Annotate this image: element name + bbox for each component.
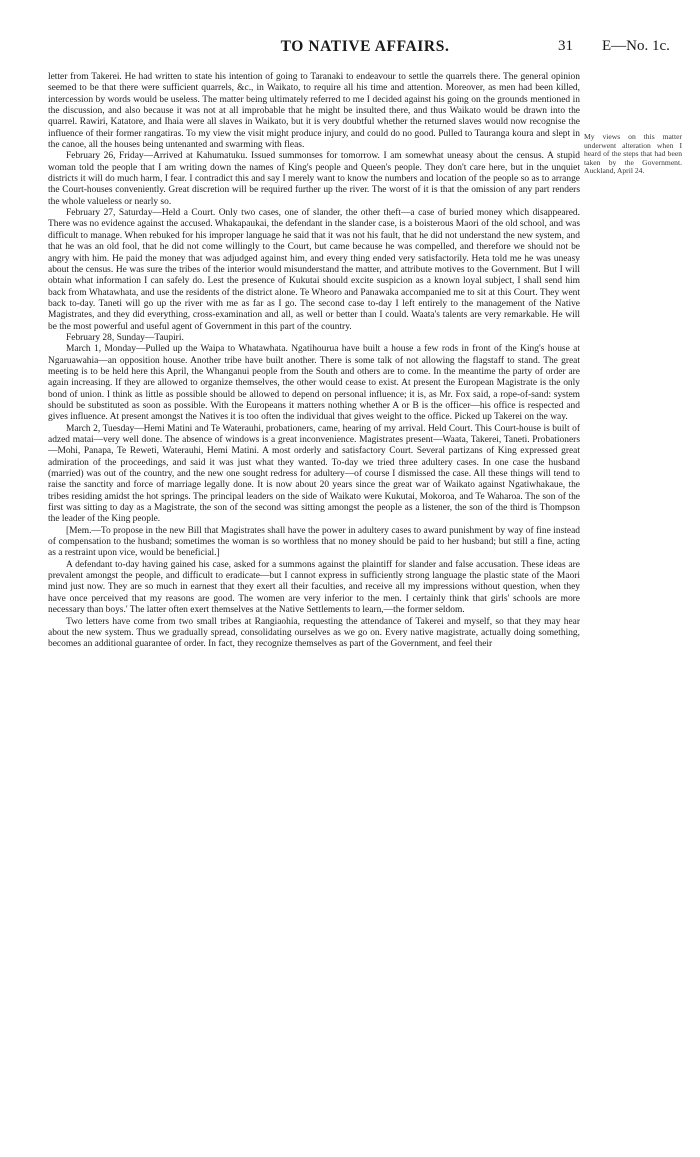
document-body [48,72,580,651]
page-number: 31 [558,38,573,54]
paragraph: March 2, Tuesday—Hemi Matini and Te Waterauhi, probationers, came, hearing of my arrival. Held Court. This Court-house is built of adzed matai—very well done. The absence of windows is a great inconvenience. Magistrates present—Waata, Takerei, Taneti. Probationers—Mohi, Panapa, Te Reweti, Waterauhi, Hemi Matini. A most orderly and satisfactory Court. Several partizans of King expressed great admiration of the proceedings, and said it was just what they wanted. To-day we tried three adultery cases. In one case the husband (married) was out of the country, and the new one sought redress for adultery—of course I dismissed the case. All these things will tend to raise the sanctity and force of marriage legally done. It is now about 20 years since the great war of Waikato against Ngatiwhakaue, the tribes residing amidst the hot springs. The principal leaders on the side of Waikato were Kukutai, Mokoroa, and Te Waharoa. The son of the first was sitting to day as a Magistrate, the son of the second was sitting amongst the people as a listener, the son of the third is Thompson the leader of the King people. [48,423,580,525]
paragraph: Two letters have come from two small tribes at Rangiaohia, requesting the attendance of Takerei and myself, so that they may hear about the new system. Thus we gradually spread, consolidating ourselves as we go on. Every native magistrate, actually doing something, becomes an additional guarantee of order. In fact, they recognize themselves as part of the Government, and feel their [48,616,580,650]
margin-note: My views on this matter underwent alteration when I heard of the steps that had been taken by the Government. Auckland, April 24. [584,132,682,176]
paragraph: February 28, Sunday—Taupiri. [66,332,184,343]
paragraph: February 26, Friday—Arrived at Kahumatuku. Issued summonses for tomorrow. I am somewhat uneasy about the census. A stupid woman told the people that I am writing down the names of King's people and Queen's people. They don't care here, but in the unquiet districts it will do much harm, I fear. I contradict this and say I merely want to know the numbers and location of the people so as to arrange the Court-houses conveniently. Great discretion will be required further up the river. The worst of it is that the omission of any part renders the whole valueless or nearly so. [48,151,580,207]
page-header [50,38,680,60]
paragraph: letter from Takerei. He had written to state his intention of going to Taranaki to endeavour to settle the quarrels there. The general opinion seemed to be that there were sufficient quarrels, &c., in Waikato, to require all his time and attention. Moreover, as men had been killed, intercession by words would be useless. The matter being ultimately referred to me I decided against his going on the grounds mentioned in the discussion, and also because it was not at all improbable that he might be insulted there, and thus Waikato would be drawn into the quarrel. Rawiri, Katatore, and Ihaia were all slaves in Waikato, but it is very doubtful whether the returned slaves would now recognise the influence of their former rangatiras. To my view the visit might produce injury, and could do no good. Pulled to Tauranga koura and slept in the canoe, all the houses being untenanted and swarming with fleas. [48,72,580,151]
page-title: TO NATIVE AFFAIRS. [280,38,450,55]
paragraph: February 27, Saturday—Held a Court. Only two cases, one of slander, the other theft—a case of buried money which disappeared. There was no evidence against the accused. Whakapaukai, the defendant in the slander case, is a boisterous Maori of the old school, and was difficult to manage. When rebuked for his improper language he said that it was not his fault, that he did not understand the new system, and that he was an old fool, that he did not come willingly to the Court, but came because he was compelled, and therefore we should not be angry with him. He paid the money that was adjudged against him, and every thing ended very satisfactorily. Heta told me he was uneasy about the census. He was sure the tribes of the interior would misunderstand the matter, and attribute motives to the Government. But I will obtain what information I can safely do. Lest the presence of Kukutai should excite suspicion as a known loyal subject, I shall send him back from Whatawhata, and use the residents of the district alone. Te Wheoro and Panawaka accompanied me to sit at this Court. They went back to-day. Taneti will go up the river with me as far as I go. The second case to-day I left entirely to the management of the Native Magistrates, and they did everything, cross-examination and all, as well or better than I could. Waata's talents are very remarkable. He will be the most powerful and useful agent of Government in this part of the country. [48,208,580,332]
paragraph: [Mem.—To propose in the new Bill that Magistrates shall have the power in adultery cases to award punishment by way of fine instead of compensation to the husband; sometimes the woman is so worthless that no money should be paid to her husband; but still a fine, acting as a restraint upon vice, would be beneficial.] [48,525,580,559]
document-reference: E—No. 1c. [602,38,670,54]
paragraph: A defendant to-day having gained his case, asked for a summons against the plaintiff for slander and false accusation. These ideas are prevalent amongst the people, and difficult to eradicate—but I cannot express in sufficiently strong language the plastic state of the Maori mind just now. They are so much in earnest that they exert all their faculties, and receive all my impressions without question, when they have once perceived that my reasons are good. The women are very inferior to the men. I certainly think that girls' schools are more necessary than boys.' The latter often exert themselves at the Native Settlements to learn,—the former seldom. [48,559,580,616]
paragraph: March 1, Monday—Pulled up the Waipa to Whatawhata. Ngatihourua have built a house a few rods in front of the King's house at Ngaruawahia—an opposition house. Another tribe have built another. There is some talk of not allowing the flagstaff to stand. The great meeting is to be held here this April, the Whanganui people from the South and others are to come. In the meantime the party of order are again increasing. If they are allowed to organize themselves, the other would cease to exist. At present the European Magistrate is the only bond of union. I think as little as possible should be allowed to depend on personal influence; it is, as Mr. Fox said, a rope-of-sand: system should be substituted as soon as possible. With the Europeans it matters nothing whether A or B is the officer—his office is respected and gives influence. At present amongst the Natives it is too often the individual that gives weight to the office. Picked up Takerei on the way. [48,344,580,423]
